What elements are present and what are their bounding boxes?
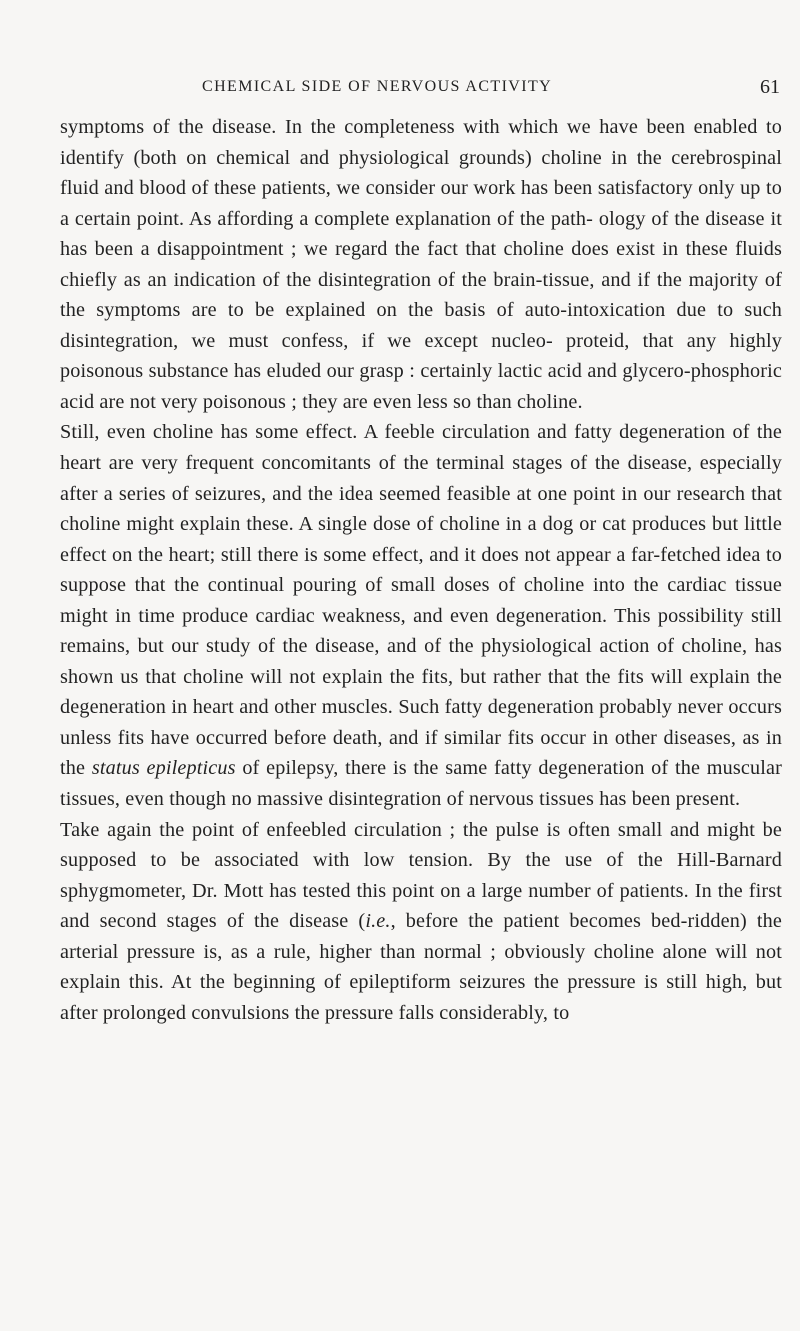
paragraph-3-italic-term: i.e. [365, 910, 391, 933]
paragraph-3-text-after: , before the patient becomes bed-ridden) the arterial pressure is, as a rule, higher than normal ; obviously choline alone will not explain this. At the beginning of epileptiform seizures the pressure is still high, but after prolonged convulsions the pressure falls considerably, to [60, 910, 782, 1024]
running-header [60, 76, 780, 104]
paragraph-2-text-after: of epilepsy, there is the same fatty degeneration of the muscular tissues, even though no massive disintegration of nervous tissues has been present. [60, 757, 782, 811]
paragraph-2-text-before: Still, even choline has some effect. A feeble circulation and fatty degeneration of the heart are very frequent concomitants of the terminal stages of the disease, especially after a series of seizures, and the idea seemed feasible at one point in our research that choline might explain these. A single dose of choline in a dog or cat produces but little effect on the heart; still there is some effect, and it does not appear a far-fetched idea to suppose that the continual pouring of small doses of choline into the cardiac tissue might in time produce cardiac weakness, and even degeneration. This possibility still remains, but our study of the disease, and of the physiological action of choline, has shown us that choline will not explain the fits, but rather that the fits will explain the degeneration in heart and other muscles. Such fatty degeneration probably never occurs unless fits have occurred before death, and if similar fits occur in other diseases, as in the [60, 421, 782, 780]
paragraph-1-text: symptoms of the disease. In the completeness with which we have been enabled to identify (both on chemical and physiological grounds) choline in the cerebrospinal fluid and blood of these patients, we consider our work has been satisfactory only up to a certain point. As affording a complete explanation of the path- ology of the disease it has been a disappointment ; we regard the fact that choline does exist in these fluids chiefly as an indication of the disintegration of the brain-tissue, and if the majority of the symptoms are to be explained on the basis of auto-intoxication due to such disintegration, we must confess, if we except nucleo- proteid, that any highly poisonous substance has eluded our grasp : certainly lactic acid and glycero-phosphoric acid are not very poisonous ; they are even less so than choline. [60, 116, 782, 413]
running-title: CHEMICAL SIDE OF NERVOUS ACTIVITY [202, 78, 553, 95]
paragraph-3 [60, 815, 782, 1029]
page-number: 61 [760, 76, 780, 98]
paragraph-1 [60, 112, 782, 417]
paragraph-2 [60, 417, 782, 814]
paragraph-3-text-before: Take again the point of enfeebled circulation ; the pulse is often small and might be supposed to be associated with low tension. By the use of the Hill-Barnard sphygmometer, Dr. Mott has tested this point on a large number of patients. In the first and second stages of the disease ( [60, 818, 782, 933]
paragraph-2-italic-term: status epilepticus [91, 757, 236, 780]
body-text [60, 112, 782, 1028]
